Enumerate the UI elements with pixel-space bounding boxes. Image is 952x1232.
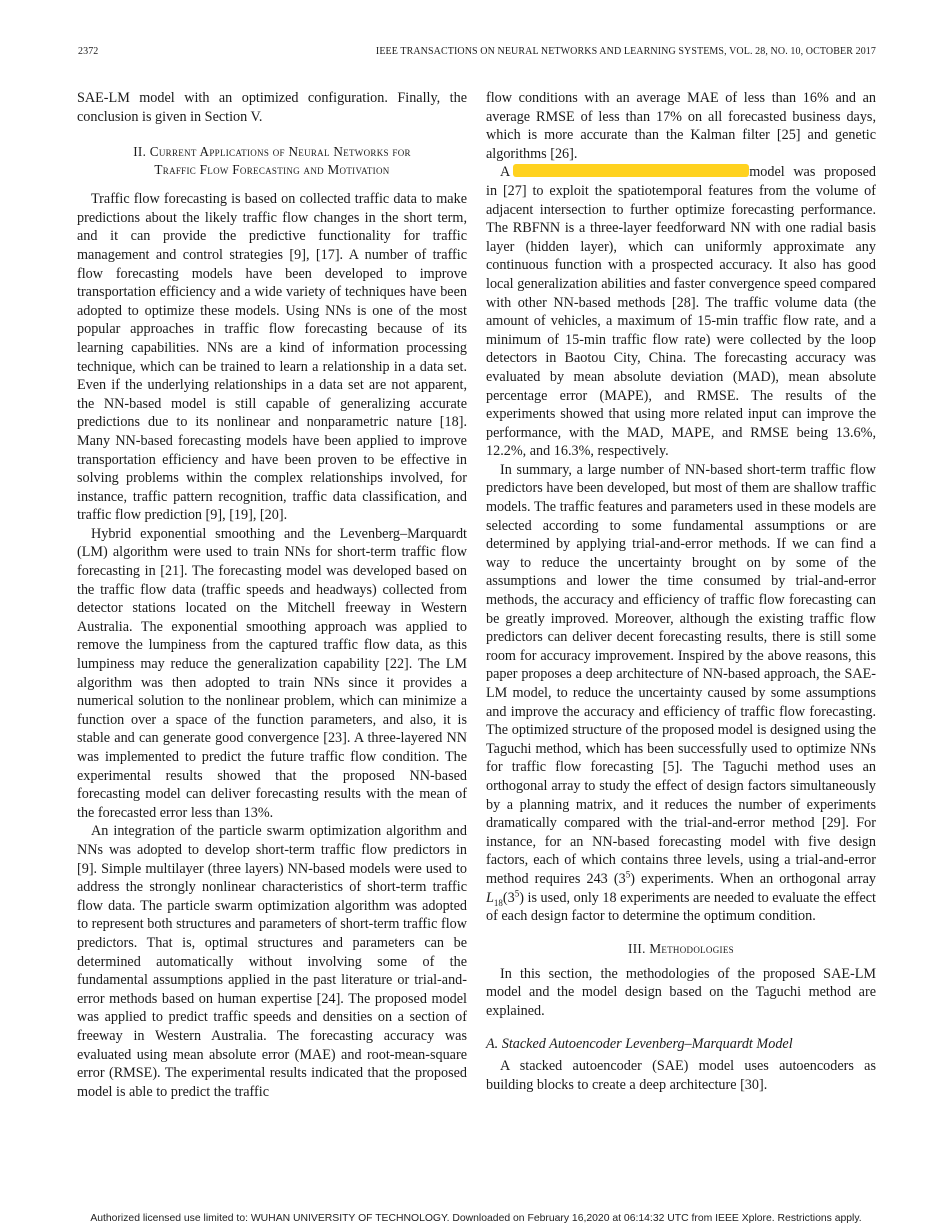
- paragraph-rbfnn: [486, 163, 876, 461]
- rbfnn-body: model was proposed in [27] to exploit the spatiotemporal features from the volume of adjacent intersection to further optimize forecasting performance. The RBFNN is a three-layer feedforward NN with one radial basis layer (hidden layer), which can uniformly approximate any continuous function with a prospected accuracy. It also has good local generalization abilities and faster convergence speed compared with other NN-based methods [28]. The traffic volume data (the amount of vehicles, a maximum of 15-min traffic flow rate, and a minimum of 15-min traffic flow rate) were collected by the loop detectors in Baotou City, China. The forecasting accuracy was evaluated by mean absolute deviation (MAD), mean absolute percentage error (MAPE), and RMSE. The results of the experiments showed that using more related input can improve the performance, with the MAD, MAPE, and RMSE being 13.6%, 12.2%, and 16.3%, respectively.: [486, 164, 876, 460]
- page-number: 2372: [78, 46, 99, 57]
- journal-header: IEEE TRANSACTIONS ON NEURAL NETWORKS AND LEARNING SYSTEMS, VOL. 28, NO. 10, OCTOBER 2017: [375, 46, 876, 57]
- left-column: [77, 89, 467, 1101]
- paragraph-hybrid-lm: Hybrid exponential smoothing and the Levenberg–Marquardt (LM) algorithm were used to train NNs for short-term traffic flow forecasting in [21]. The forecasting model was developed based on the traffic flow data (traffic speeds and headways) collected from detector stations located on the Mitchell freeway in Western Australia. The exponential smoothing approach was applied to remove the lumpiness from the captured traffic flow data, as this lumpiness may reduce the generalization capability [22]. The LM algorithm was then adopted to train NNs since it provides a numerical solution to the nonlinear problem, which can minimize a function over a space of the function parameters, and also, it is stable and can generate good convergence [23]. A three-layered NN was implemented to predict the future traffic flow condition. The experimental results showed that the proposed NN-based forecasting model can deliver forecasting results with the mean of the forecasted error less than 13%.: [77, 525, 467, 821]
- summary-sub: 18: [493, 897, 503, 908]
- summary-text-c: (3: [502, 889, 515, 906]
- paragraph-summary: [486, 461, 876, 926]
- highlight-mark: [513, 164, 749, 177]
- paragraph-traffic-forecasting: Traffic flow forecasting is based on collected traffic data to make predictions about the likely traffic flow changes in the short term, and it can provide the predictive functionality for traffic management and control strategies [9], [17]. A number of traffic flow forecasting models have been developed to improve transportation efficiency and a wide variety of techniques have been adopted to optimize these models. Using NNs is one of the most popular approaches in traffic flow forecasting because of its learning capabilities. NNs are a kind of information processing technique, which can be trained to learn a relationship in a data set. Even if the underlying relationships in a data set are not apparent, the NN-based model is still capable of generalizing accurate predictions due to its nonlinear and nonparametric nature [18]. Many NN-based forecasting models have been applied to improve transportation efficiency and have been proven to be effective in solving problems within the complex relationships involved, for instance, traffic pattern recognition, traffic data classification, and traffic flow prediction [9], [19], [20].: [77, 191, 467, 524]
- license-footer: Authorized licensed use limited to: WUHAN UNIVERSITY OF TECHNOLOGY. Downloaded on February 16,2020 at 06:14:32 UTC from IEEE Xplore. Restrictions apply.: [90, 1213, 862, 1224]
- paragraph-pso-nn: An integration of the particle swarm optimization algorithm and NNs was adopted to develop short-term traffic flow predictors in [9]. Simple multilayer (three layers) NN-based models were used to address the strongly nonlinear characteristics of short-term traffic flow data. The particle swarm optimization algorithm was adopted to represent both structures and parameters of short-term traffic flow predictors. That is, optimal structures and parameters can be determined automatically without involving some of the fundamental assumptions applied in the past literature or trial-and-error methods based on human expertise [24]. The proposed model was applied to predict traffic speeds and densities on a section of freeway in Western Australia. The forecasting accuracy was evaluated using mean absolute error (MAE) and root-mean-square error (RMSE). The experimental results indicated that the proposed model is able to predict the traffic: [77, 823, 467, 1100]
- rbfnn-lead-word: A: [500, 164, 511, 181]
- summary-L: L: [486, 889, 494, 906]
- summary-text-b: ) experiments. When an orthogonal array: [630, 870, 876, 887]
- section-iii-title: III. Methodologies: [628, 940, 734, 956]
- summary-sup-2: 5: [514, 887, 520, 898]
- intro-tail-paragraph: SAE-LM model with an optimized configuration. Finally, the conclusion is given in Section V.: [77, 90, 467, 125]
- subsection-a-title: A. Stacked Autoencoder Levenberg–Marquardt Model: [486, 1035, 793, 1052]
- paragraph-methodologies: In this section, the methodologies of the proposed SAE-LM model and the model design based on the Taguchi method are explained.: [486, 965, 876, 1019]
- summary-text-d: ) is used, only 18 experiments are needed to evaluate the effect of each design factor to determine the optimum condition.: [486, 889, 876, 925]
- summary-sup-1: 5: [625, 869, 631, 880]
- paragraph-sae: A stacked autoencoder (SAE) model uses autoencoders as building blocks to create a deep architecture [30].: [486, 1058, 876, 1093]
- section-ii-title-line1: II. Current Applications of Neural Networks for: [133, 144, 411, 160]
- section-ii-title: [77, 143, 467, 179]
- summary-text-a: In summary, a large number of NN-based short-term traffic flow predictors have been developed, but most of them are shallow traffic models. The traffic features and parameters used in these models are selected according to some fundamental assumptions or are determined by applying trial-and-error methods. If we can find a way to reduce the uncertainty brought on by some of the assumptions and lower the time consumed by trial-and-error methods, the accuracy and efficiency of traffic flow forecasting can be greatly improved. Moreover, although the existing traffic flow predictors can deliver decent forecasting results, there is still some room for accuracy improvement. Inspired by the above reasons, this paper proposes a deep architecture of NN-based approach, the SAE-LM model, to reduce the uncertainty caused by some assumptions and improve the accuracy and efficiency of traffic flow forecasting. The optimized structure of the proposed model is designed using the Taguchi method, which has been successfully used to optimize NNs for traffic flow forecasting [5]. The Taguchi method uses an orthogonal array to study the effect of design factors simultaneously by a planning matrix, and it reduces the number of experiments dramatically compared with the trial-and-error method [29]. For instance, for an NN-based forecasting model with five design factors, each of which contains three levels, using a trial-and-error method requires 243 (3: [486, 461, 876, 887]
- right-column: [486, 89, 876, 1094]
- paragraph-continuation: flow conditions with an average MAE of less than 16% and an average RMSE of less than 17% on all forecasted business days, which is more accurate than the Kalman filter [25] and genetic algorithms [26].: [486, 90, 876, 162]
- section-ii-title-line2: Traffic Flow Forecasting and Motivation: [154, 162, 390, 178]
